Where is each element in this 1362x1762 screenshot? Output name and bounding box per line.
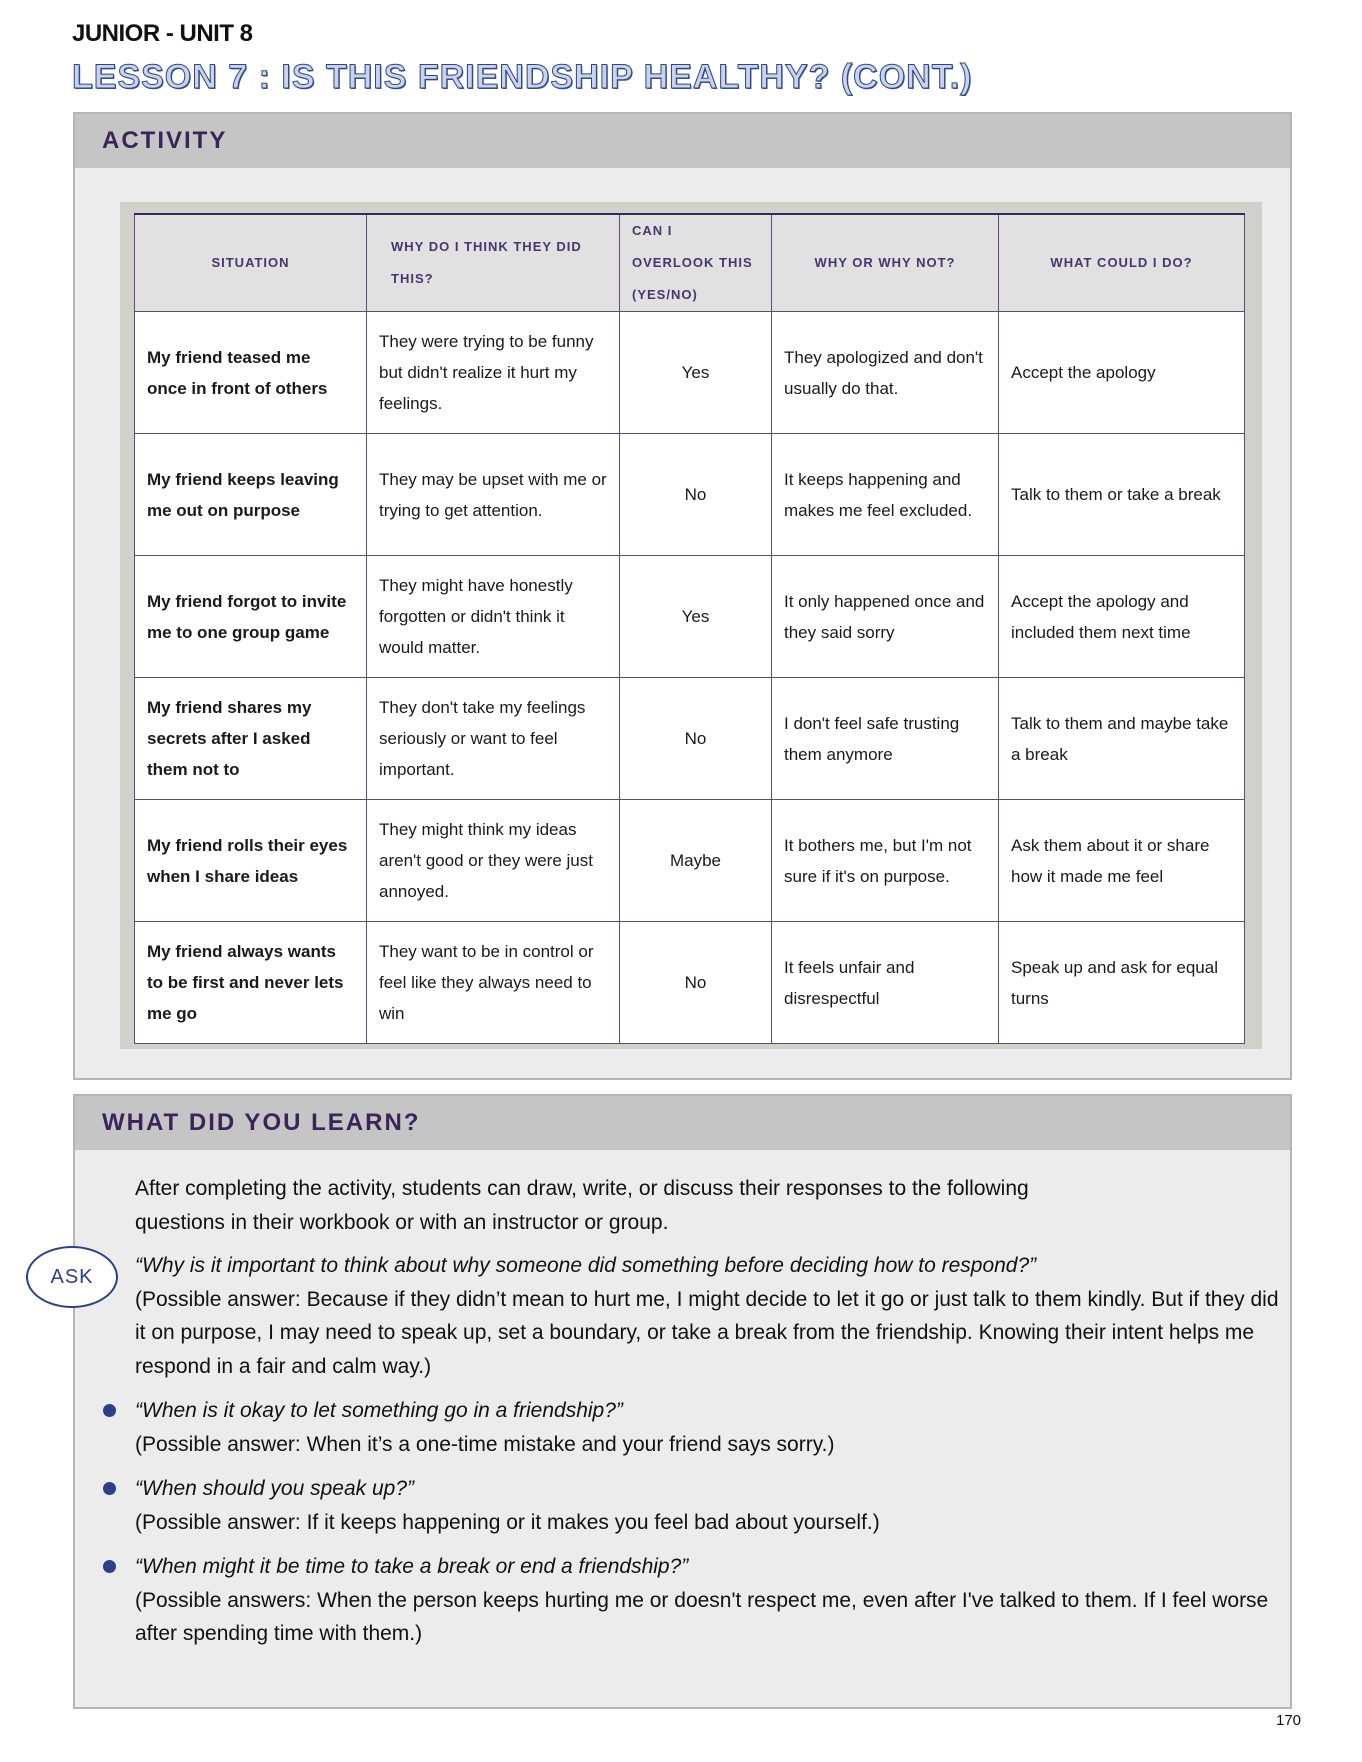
situation-cell: My friend forgot to invite me to one group game bbox=[135, 556, 367, 678]
action-cell: Talk to them or take a break bbox=[999, 434, 1245, 556]
reason-cell: They may be upset with me or trying to get attention. bbox=[367, 434, 620, 556]
overlook-cell: Yes bbox=[620, 312, 772, 434]
overlook-cell: Maybe bbox=[620, 800, 772, 922]
answer-text: (Possible answer: When it’s a one-time mistake and your friend says sorry.) bbox=[135, 1432, 835, 1456]
column-header: WHY DO I THINK THEY DID THIS? bbox=[367, 214, 620, 312]
learn-title: WHAT DID YOU LEARN? bbox=[75, 1096, 1290, 1150]
reason-cell: They don't take my feelings seriously or want to feel important. bbox=[367, 678, 620, 800]
page-number: 170 bbox=[1276, 1712, 1302, 1729]
action-cell: Speak up and ask for equal turns bbox=[999, 922, 1245, 1044]
question-block bbox=[135, 1394, 1280, 1461]
column-header: WHY OR WHY NOT? bbox=[772, 214, 999, 312]
action-cell: Ask them about it or share how it made me feel bbox=[999, 800, 1245, 922]
question-text: “When should you speak up?” bbox=[135, 1477, 414, 1500]
table-row bbox=[135, 434, 1245, 556]
action-cell: Talk to them and maybe take a break bbox=[999, 678, 1245, 800]
reason-cell: They might think my ideas aren't good or they were just annoyed. bbox=[367, 800, 620, 922]
overlook-cell: No bbox=[620, 434, 772, 556]
table-row bbox=[135, 556, 1245, 678]
situation-cell: My friend keeps leaving me out on purpose bbox=[135, 434, 367, 556]
activity-section bbox=[73, 112, 1292, 1080]
situation-cell: My friend shares my secrets after I asked them not to bbox=[135, 678, 367, 800]
activity-table bbox=[134, 213, 1245, 1044]
lesson-title: LESSON 7 : IS THIS FRIENDSHIP HEALTHY? (CONT.) bbox=[72, 58, 973, 96]
action-cell: Accept the apology bbox=[999, 312, 1245, 434]
why-cell: It feels unfair and disrespectful bbox=[772, 922, 999, 1044]
learn-intro: After completing the activity, students can draw, write, or discuss their responses to the following questions in their workbook or with an instructor or group. bbox=[135, 1177, 1029, 1234]
table-row bbox=[135, 678, 1245, 800]
situation-cell: My friend rolls their eyes when I share ideas bbox=[135, 800, 367, 922]
table-row bbox=[135, 800, 1245, 922]
bullet-icon bbox=[103, 1560, 116, 1573]
column-header: WHAT COULD I DO? bbox=[999, 214, 1245, 312]
answer-text: (Possible answers: When the person keeps hurting me or doesn't respect me, even after I've talked to them. If I feel worse after spending time with them.) bbox=[135, 1588, 1269, 1645]
overlook-cell: No bbox=[620, 922, 772, 1044]
reason-cell: They want to be in control or feel like they always need to win bbox=[367, 922, 620, 1044]
bullet-icon bbox=[103, 1404, 116, 1417]
question-text: “Why is it important to think about why someone did something before deciding how to respond?” bbox=[135, 1254, 1037, 1277]
why-cell: It bothers me, but I'm not sure if it's on purpose. bbox=[772, 800, 999, 922]
question-block bbox=[135, 1550, 1280, 1651]
question-text: “When is it okay to let something go in a friendship?” bbox=[135, 1399, 623, 1422]
table-row bbox=[135, 312, 1245, 434]
situation-cell: My friend always wants to be first and never lets me go bbox=[135, 922, 367, 1044]
table-header-row bbox=[135, 214, 1245, 312]
why-cell: It only happened once and they said sorry bbox=[772, 556, 999, 678]
situation-cell: My friend teased me once in front of others bbox=[135, 312, 367, 434]
activity-table-frame bbox=[120, 202, 1262, 1049]
question-block bbox=[135, 1472, 1280, 1539]
bullet-icon bbox=[103, 1482, 116, 1495]
reason-cell: They were trying to be funny but didn't realize it hurt my feelings. bbox=[367, 312, 620, 434]
why-cell: They apologized and don't usually do that. bbox=[772, 312, 999, 434]
why-cell: I don't feel safe trusting them anymore bbox=[772, 678, 999, 800]
reason-cell: They might have honestly forgotten or didn't think it would matter. bbox=[367, 556, 620, 678]
why-cell: It keeps happening and makes me feel excluded. bbox=[772, 434, 999, 556]
overlook-cell: Yes bbox=[620, 556, 772, 678]
question-text: “When might it be time to take a break or end a friendship?” bbox=[135, 1555, 689, 1578]
unit-label: JUNIOR - UNIT 8 bbox=[72, 20, 253, 47]
table-row bbox=[135, 922, 1245, 1044]
activity-title: ACTIVITY bbox=[75, 114, 1290, 168]
answer-text: (Possible answer: Because if they didn’t mean to hurt me, I might decide to let it go or just talk to them kindly. But if they did it on purpose, I may need to speak up, set a boundary, or take a break from the friendship. Knowing their intent helps me respond in a fair and calm way.) bbox=[135, 1287, 1279, 1378]
action-cell: Accept the apology and included them next time bbox=[999, 556, 1245, 678]
question-block bbox=[135, 1249, 1280, 1383]
overlook-cell: No bbox=[620, 678, 772, 800]
answer-text: (Possible answer: If it keeps happening or it makes you feel bad about yourself.) bbox=[135, 1510, 880, 1534]
column-header: SITUATION bbox=[135, 214, 367, 312]
ask-badge: ASK bbox=[26, 1246, 118, 1308]
column-header: CAN I OVERLOOK THIS (YES/NO) bbox=[620, 214, 772, 312]
